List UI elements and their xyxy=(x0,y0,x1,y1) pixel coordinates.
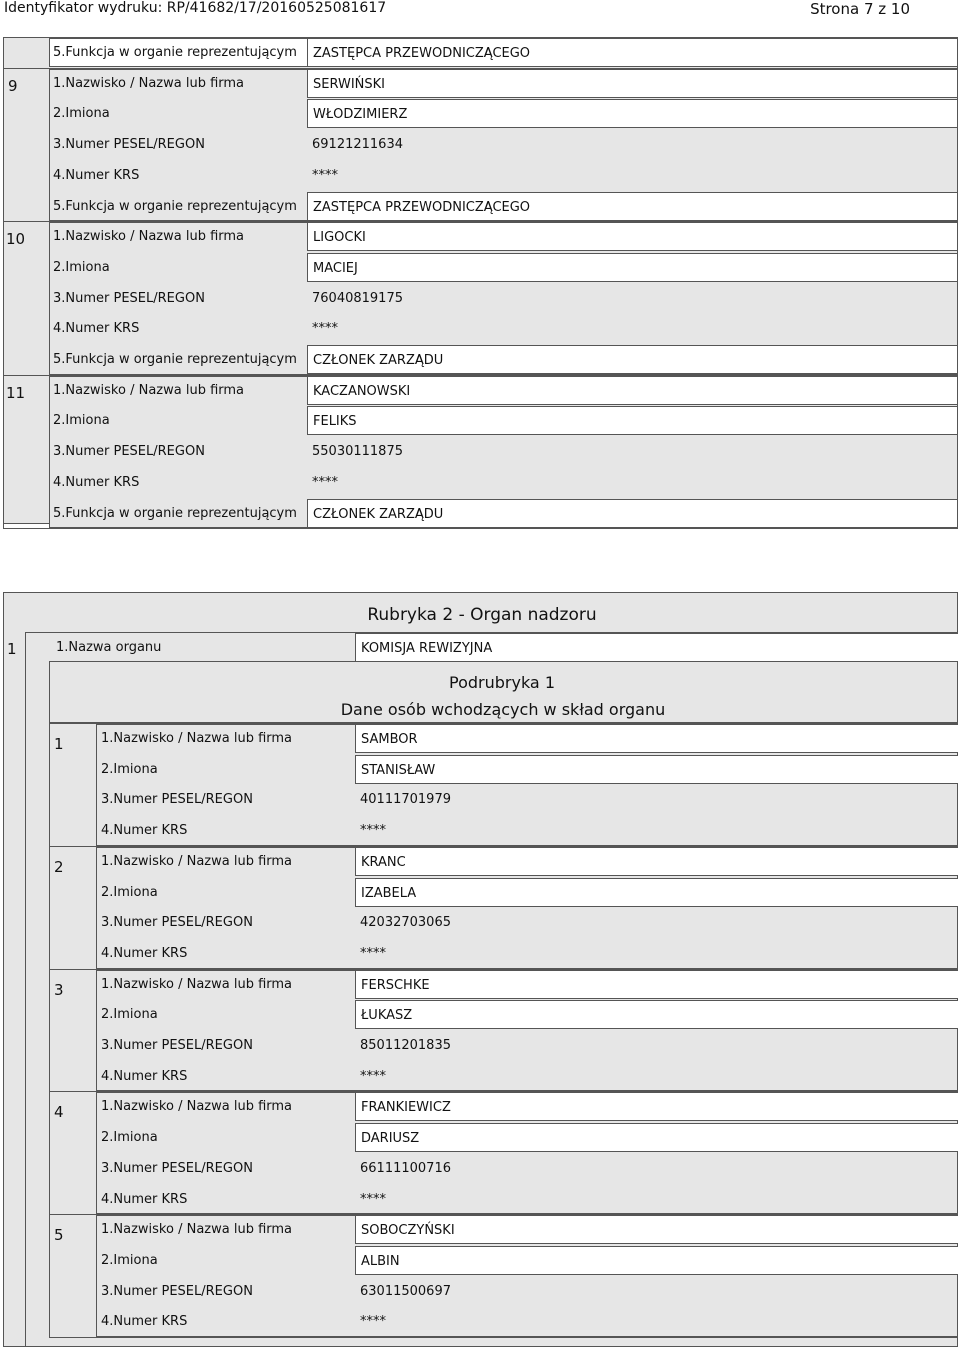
row-value: 55030111875 xyxy=(312,444,403,460)
member-field-value: 85011201835 xyxy=(360,1038,451,1053)
member-field-value: SOBOCZYŃSKI xyxy=(355,1215,958,1244)
member-field-label: 4.Numer KRS xyxy=(101,1314,188,1330)
member-field-label: 1.Nazwisko / Nazwa lub firma xyxy=(101,1222,293,1238)
member-field-label: 3.Numer PESEL/REGON xyxy=(101,792,253,808)
organ-name-label: 1.Nazwa organu xyxy=(56,640,162,655)
row-value: MACIEJ xyxy=(307,253,957,282)
member-field-label: 2.Imiona xyxy=(101,1007,158,1023)
organ-name-value: KOMISJA REWIZYJNA xyxy=(355,633,958,662)
print-header xyxy=(0,0,960,22)
row-value: **** xyxy=(312,321,338,337)
row-value: FELIKS xyxy=(307,406,957,435)
person-number: 10 xyxy=(6,230,26,249)
row-label: 3.Numer PESEL/REGON xyxy=(53,137,205,153)
person-number: 11 xyxy=(6,383,26,402)
member-field-label: 3.Numer PESEL/REGON xyxy=(101,1160,253,1176)
subsection-title: Podrubryka 1 xyxy=(449,673,555,692)
member-number: 1 xyxy=(54,735,64,753)
person-number: 9 xyxy=(8,76,18,95)
row-label: 5.Funkcja w organie reprezentującym xyxy=(53,198,297,214)
row-value: SERWIŃSKI xyxy=(307,69,957,98)
member-field-label: 1.Nazwisko / Nazwa lub firma xyxy=(101,976,293,992)
row-value: 69121211634 xyxy=(312,137,403,153)
member-field-label: 3.Numer PESEL/REGON xyxy=(101,1283,253,1299)
row-label: 2.Imiona xyxy=(53,259,110,275)
member-number: 5 xyxy=(54,1226,64,1245)
member-field-label: 3.Numer PESEL/REGON xyxy=(101,1038,253,1053)
member-field-label: 2.Imiona xyxy=(101,1252,158,1268)
row-label: 2.Imiona xyxy=(53,413,110,429)
member-field-label: 2.Imiona xyxy=(101,1130,158,1146)
row-value: CZŁONEK ZARZĄDU xyxy=(307,499,957,528)
member-field-value: FRANKIEWICZ xyxy=(355,1092,958,1121)
row-label: 1.Nazwisko / Nazwa lub firma xyxy=(53,229,245,245)
row-label: 4.Numer KRS xyxy=(53,321,140,337)
member-field-value: **** xyxy=(360,945,386,961)
member-field-value: KRANC xyxy=(355,847,958,876)
organ-number: 1 xyxy=(7,640,17,658)
member-field-value: STANISŁAW xyxy=(355,755,958,784)
row-label: 2.Imiona xyxy=(53,106,110,122)
row-value: WŁODZIMIERZ xyxy=(307,99,957,128)
print-identifier: Identyfikator wydruku: RP/41682/17/20160525081617 xyxy=(4,0,387,16)
member-number: 3 xyxy=(54,980,64,999)
member-field-value: 42032703065 xyxy=(360,915,451,931)
member-field-label: 4.Numer KRS xyxy=(101,823,188,839)
row-value: **** xyxy=(312,474,338,490)
row-label: 5.Funkcja w organie reprezentującym xyxy=(53,352,297,367)
member-field-value: **** xyxy=(360,1191,386,1207)
member-field-label: 4.Numer KRS xyxy=(101,945,188,961)
member-field-value: 63011500697 xyxy=(360,1283,451,1299)
member-field-label: 3.Numer PESEL/REGON xyxy=(101,915,253,931)
member-field-value: **** xyxy=(360,1314,386,1330)
member-field-label: 2.Imiona xyxy=(101,761,158,777)
row-label: 1.Nazwisko / Nazwa lub firma xyxy=(53,382,245,398)
row-value: KACZANOWSKI xyxy=(307,376,957,405)
member-field-value: 66111100716 xyxy=(360,1160,451,1176)
member-field-label: 2.Imiona xyxy=(101,884,158,900)
member-field-label: 4.Numer KRS xyxy=(101,1191,188,1207)
member-field-value: **** xyxy=(360,823,386,839)
member-field-label: 4.Numer KRS xyxy=(101,1068,188,1084)
row-value: LIGOCKI xyxy=(307,222,957,251)
row-value: **** xyxy=(312,167,338,183)
member-field-value: **** xyxy=(360,1068,386,1084)
row-label: 3.Numer PESEL/REGON xyxy=(53,290,205,306)
row-label: 1.Nazwisko / Nazwa lub firma xyxy=(53,75,245,91)
row-label: 3.Numer PESEL/REGON xyxy=(53,444,205,460)
member-field-value: FERSCHKE xyxy=(355,970,958,999)
member-number: 2 xyxy=(54,857,64,876)
member-field-label: 1.Nazwisko / Nazwa lub firma xyxy=(101,1099,293,1115)
row-label: 5.Funkcja w organie reprezentującym xyxy=(53,45,297,60)
member-field-label: 1.Nazwisko / Nazwa lub firma xyxy=(101,731,293,746)
row-label: 4.Numer KRS xyxy=(53,474,140,490)
row-value: 76040819175 xyxy=(312,290,403,306)
row-value: CZŁONEK ZARZĄDU xyxy=(307,345,957,374)
member-field-value: DARIUSZ xyxy=(355,1123,958,1152)
member-field-value: 40111701979 xyxy=(360,792,451,808)
member-field-value: ŁUKASZ xyxy=(355,1000,958,1029)
member-field-label: 1.Nazwisko / Nazwa lub firma xyxy=(101,853,293,869)
member-number: 4 xyxy=(54,1103,64,1122)
member-field-value: IZABELA xyxy=(355,878,958,907)
section-title: Rubryka 2 - Organ nadzoru xyxy=(367,605,597,625)
subsection-subtitle: Dane osób wchodzących w skład organu xyxy=(340,700,666,719)
member-field-value: ALBIN xyxy=(355,1246,958,1275)
row-value: ZASTĘPCA PRZEWODNICZĄCEGO xyxy=(307,38,957,67)
row-value: ZASTĘPCA PRZEWODNICZĄCEGO xyxy=(307,192,957,221)
row-label: 5.Funkcja w organie reprezentującym xyxy=(53,505,297,521)
member-field-value: SAMBOR xyxy=(355,724,958,753)
page-number: Strona 7 z 10 xyxy=(810,0,910,18)
row-label: 4.Numer KRS xyxy=(53,167,140,183)
